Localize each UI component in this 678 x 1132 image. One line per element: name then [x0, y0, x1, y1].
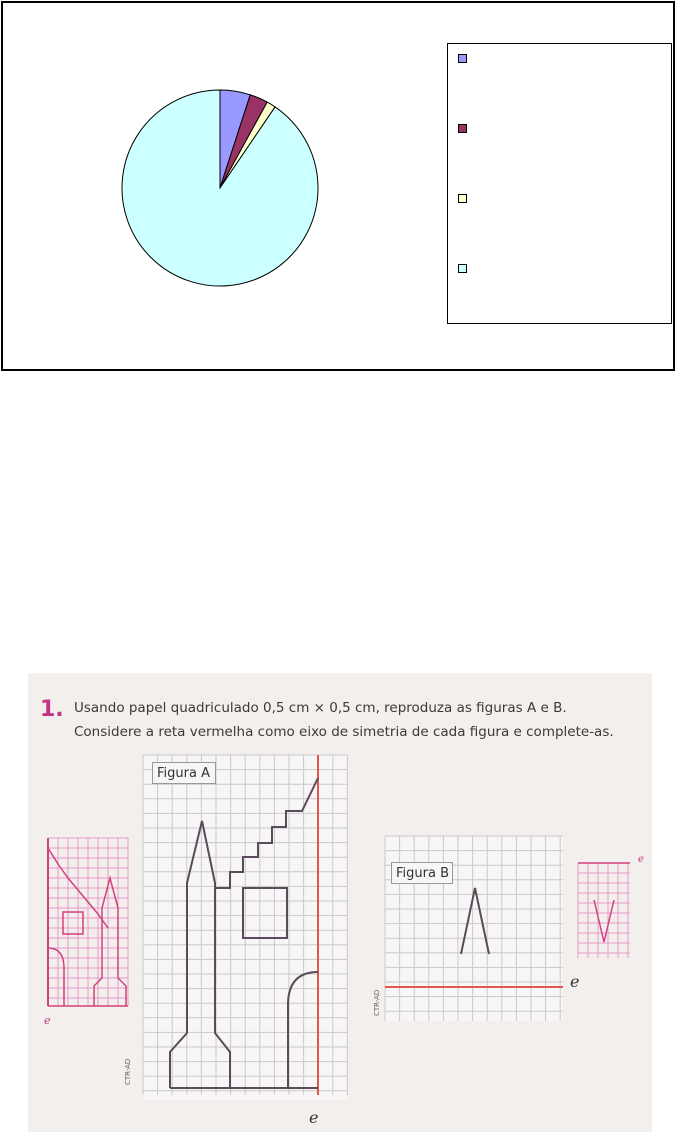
instruction-line-2: Considere a reta vermelha como eixo de simetria de cada figura e complete-as. — [74, 724, 614, 740]
legend-swatch-2 — [458, 124, 467, 133]
chart-legend — [447, 43, 672, 324]
mini-grid-left — [44, 838, 134, 1018]
axis-label-b: e — [570, 972, 580, 991]
mini-grid-right — [578, 860, 634, 964]
legend-swatch-3 — [458, 194, 467, 203]
instruction-line-1: Usando papel quadriculado 0,5 cm × 0,5 cm, reproduza as figuras A e B. — [74, 700, 567, 716]
pie-chart — [3, 3, 443, 369]
figure-b-label: Figura B — [396, 866, 449, 881]
axis-label-mini-left: e — [44, 1014, 51, 1027]
axis-label-a: e — [309, 1108, 319, 1127]
figure-a-grid — [124, 755, 355, 1105]
figure-a-label: Figura A — [157, 766, 210, 781]
legend-swatch-4 — [458, 264, 467, 273]
pie-slice-4 — [122, 90, 318, 286]
side-code-b: CTR-AD — [373, 989, 381, 1016]
side-code-a: CTR-AD — [124, 1058, 132, 1085]
exercise-number: 1. — [40, 697, 64, 722]
legend-swatch-1 — [458, 54, 467, 63]
axis-label-mini-right: e — [638, 854, 644, 865]
pie-chart-frame — [1, 1, 675, 371]
